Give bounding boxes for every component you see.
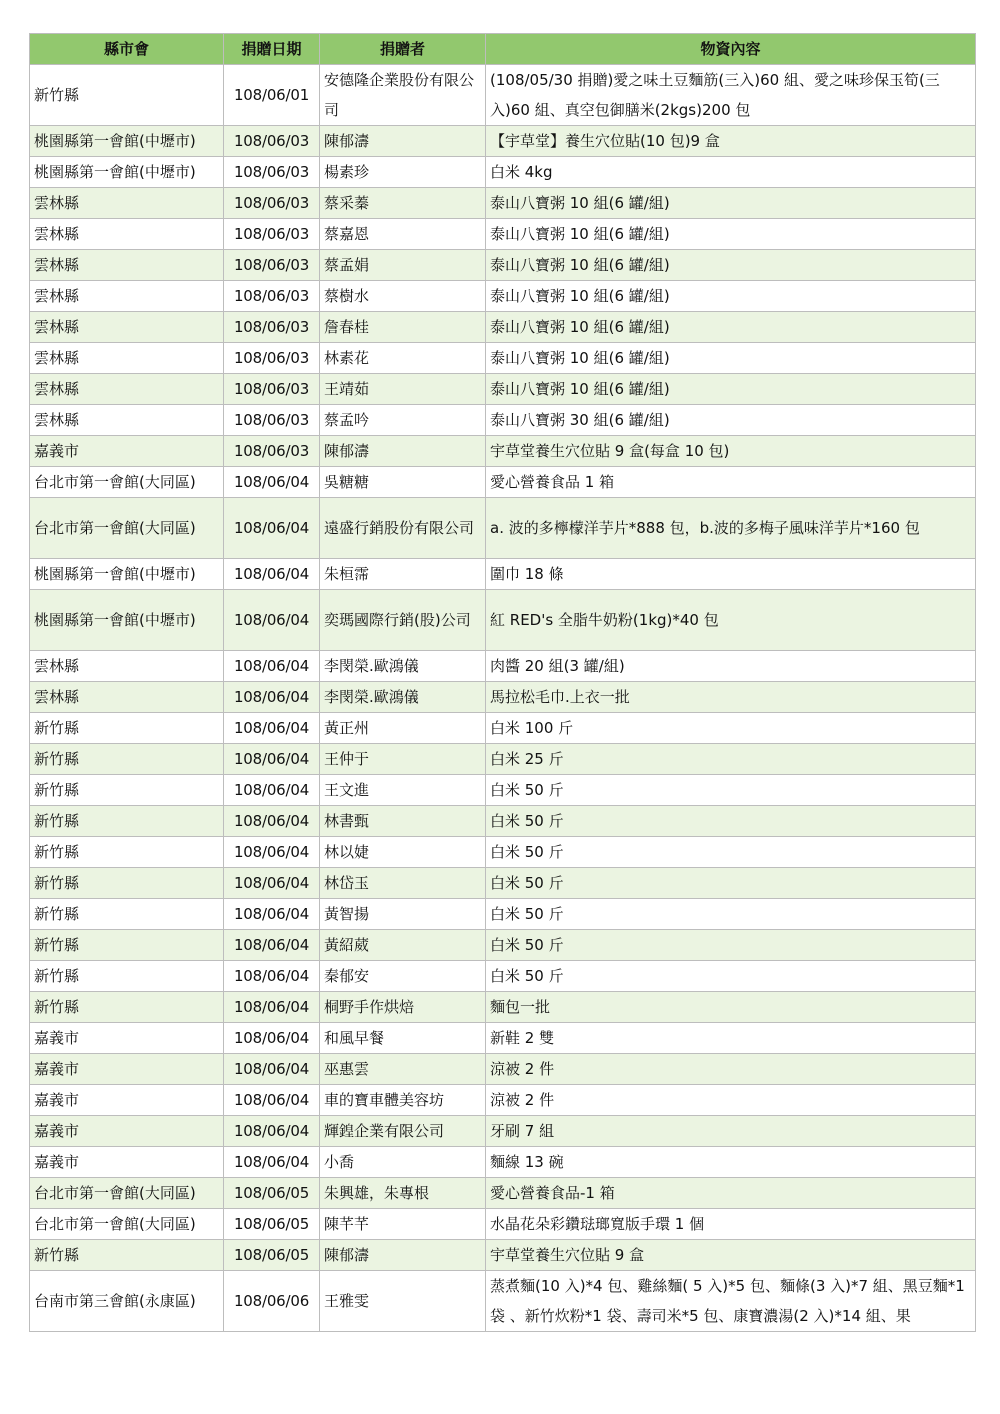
date-cell: 108/06/04 <box>224 1085 320 1116</box>
table-row <box>30 498 976 559</box>
donor-cell: 王靖茹 <box>320 374 486 405</box>
table-row <box>30 188 976 219</box>
table-row <box>30 713 976 744</box>
date-cell: 108/06/06 <box>224 1271 320 1332</box>
date-cell: 108/06/03 <box>224 281 320 312</box>
date-cell: 108/06/04 <box>224 1116 320 1147</box>
donor-cell: 安德隆企業股份有限公司 <box>320 65 486 126</box>
donor-cell: 林素花 <box>320 343 486 374</box>
region-cell: 雲林縣 <box>30 682 224 713</box>
donor-cell: 陳郁濤 <box>320 1240 486 1271</box>
region-cell: 台南市第三會館(永康區) <box>30 1271 224 1332</box>
table-row <box>30 590 976 651</box>
header-date: 捐贈日期 <box>224 34 320 65</box>
items-cell: 白米 50 斤 <box>486 837 976 868</box>
date-cell: 108/06/04 <box>224 744 320 775</box>
items-cell: 白米 4kg <box>486 157 976 188</box>
date-cell: 108/06/01 <box>224 65 320 126</box>
items-cell: 【宇草堂】養生穴位貼(10 包)9 盒 <box>486 126 976 157</box>
date-cell: 108/06/04 <box>224 713 320 744</box>
donor-cell: 陳芊芊 <box>320 1209 486 1240</box>
table-row <box>30 157 976 188</box>
date-cell: 108/06/04 <box>224 930 320 961</box>
date-cell: 108/06/04 <box>224 498 320 559</box>
donor-cell: 巫惠雲 <box>320 1054 486 1085</box>
region-cell: 新竹縣 <box>30 775 224 806</box>
table-row <box>30 343 976 374</box>
items-cell: 泰山八寶粥 10 組(6 罐/組) <box>486 188 976 219</box>
date-cell: 108/06/03 <box>224 250 320 281</box>
table-row <box>30 1054 976 1085</box>
date-cell: 108/06/04 <box>224 837 320 868</box>
region-cell: 嘉義市 <box>30 1116 224 1147</box>
items-cell: 白米 50 斤 <box>486 806 976 837</box>
region-cell: 新竹縣 <box>30 744 224 775</box>
region-cell: 新竹縣 <box>30 961 224 992</box>
donor-cell: 蔡采蓁 <box>320 188 486 219</box>
region-cell: 新竹縣 <box>30 899 224 930</box>
region-cell: 台北市第一會館(大同區) <box>30 1178 224 1209</box>
items-cell: 蒸煮麵(10 入)*4 包、雞絲麵( 5 入)*5 包、麵條(3 入)*7 組、黑豆麵*1 袋 、新竹炊粉*1 袋、壽司米*5 包、康寶濃湯(2 入)*14 組、果 <box>486 1271 976 1332</box>
table-row <box>30 250 976 281</box>
header-items: 物資內容 <box>486 34 976 65</box>
table-row <box>30 806 976 837</box>
date-cell: 108/06/03 <box>224 157 320 188</box>
items-cell: 宇草堂養生穴位貼 9 盒 <box>486 1240 976 1271</box>
region-cell: 雲林縣 <box>30 343 224 374</box>
table-row <box>30 930 976 961</box>
donor-cell: 林岱玉 <box>320 868 486 899</box>
items-cell: 圍巾 18 條 <box>486 559 976 590</box>
items-cell: 白米 50 斤 <box>486 868 976 899</box>
items-cell: 泰山八寶粥 10 組(6 罐/組) <box>486 219 976 250</box>
table-row <box>30 651 976 682</box>
table-row <box>30 281 976 312</box>
items-cell: 泰山八寶粥 10 組(6 罐/組) <box>486 250 976 281</box>
donation-table <box>29 33 976 1332</box>
region-cell: 新竹縣 <box>30 837 224 868</box>
items-cell: 涼被 2 件 <box>486 1085 976 1116</box>
table-row <box>30 405 976 436</box>
date-cell: 108/06/04 <box>224 899 320 930</box>
region-cell: 桃園縣第一會館(中壢市) <box>30 157 224 188</box>
region-cell: 雲林縣 <box>30 405 224 436</box>
date-cell: 108/06/04 <box>224 806 320 837</box>
table-row <box>30 1209 976 1240</box>
date-cell: 108/06/04 <box>224 961 320 992</box>
donor-cell: 吳糖糖 <box>320 467 486 498</box>
date-cell: 108/06/04 <box>224 1147 320 1178</box>
date-cell: 108/06/03 <box>224 188 320 219</box>
region-cell: 雲林縣 <box>30 651 224 682</box>
region-cell: 桃園縣第一會館(中壢市) <box>30 126 224 157</box>
region-cell: 雲林縣 <box>30 250 224 281</box>
table-row <box>30 1085 976 1116</box>
table-body <box>30 65 976 1332</box>
date-cell: 108/06/03 <box>224 126 320 157</box>
table-row <box>30 374 976 405</box>
donor-cell: 王仲于 <box>320 744 486 775</box>
header-donor: 捐贈者 <box>320 34 486 65</box>
table-header-row <box>30 34 976 65</box>
items-cell: a. 波的多檸檬洋芋片*888 包，b.波的多梅子風味洋芋片*160 包 <box>486 498 976 559</box>
region-cell: 嘉義市 <box>30 1023 224 1054</box>
region-cell: 台北市第一會館(大同區) <box>30 1209 224 1240</box>
donor-cell: 車的寶車體美容坊 <box>320 1085 486 1116</box>
donation-table-container <box>29 33 975 1332</box>
region-cell: 新竹縣 <box>30 806 224 837</box>
items-cell: 泰山八寶粥 10 組(6 罐/組) <box>486 312 976 343</box>
donor-cell: 蔡嘉恩 <box>320 219 486 250</box>
donor-cell: 王文進 <box>320 775 486 806</box>
region-cell: 新竹縣 <box>30 930 224 961</box>
table-row <box>30 126 976 157</box>
donor-cell: 林以婕 <box>320 837 486 868</box>
donor-cell: 和風早餐 <box>320 1023 486 1054</box>
items-cell: 泰山八寶粥 30 組(6 罐/組) <box>486 405 976 436</box>
items-cell: 愛心營養食品-1 箱 <box>486 1178 976 1209</box>
items-cell: 白米 50 斤 <box>486 961 976 992</box>
date-cell: 108/06/05 <box>224 1209 320 1240</box>
date-cell: 108/06/05 <box>224 1240 320 1271</box>
region-cell: 新竹縣 <box>30 868 224 899</box>
table-row <box>30 436 976 467</box>
table-row <box>30 312 976 343</box>
table-row <box>30 961 976 992</box>
date-cell: 108/06/03 <box>224 312 320 343</box>
donor-cell: 奕瑪國際行銷(股)公司 <box>320 590 486 651</box>
items-cell: 愛心營養食品 1 箱 <box>486 467 976 498</box>
items-cell: 泰山八寶粥 10 組(6 罐/組) <box>486 281 976 312</box>
date-cell: 108/06/03 <box>224 436 320 467</box>
donor-cell: 朱興雄，朱專根 <box>320 1178 486 1209</box>
date-cell: 108/06/03 <box>224 219 320 250</box>
table-row <box>30 837 976 868</box>
items-cell: 新鞋 2 雙 <box>486 1023 976 1054</box>
donor-cell: 蔡孟吟 <box>320 405 486 436</box>
items-cell: 牙刷 7 組 <box>486 1116 976 1147</box>
date-cell: 108/06/04 <box>224 590 320 651</box>
items-cell: (108/05/30 捐贈)愛之味土豆麵筋(三入)60 組、愛之味珍保玉筍(三入)60 組、真空包御膳米(2kgs)200 包 <box>486 65 976 126</box>
date-cell: 108/06/04 <box>224 1054 320 1085</box>
donor-cell: 秦郁安 <box>320 961 486 992</box>
table-row <box>30 65 976 126</box>
items-cell: 紅 RED's 全脂牛奶粉(1kg)*40 包 <box>486 590 976 651</box>
items-cell: 白米 50 斤 <box>486 930 976 961</box>
items-cell: 麵線 13 碗 <box>486 1147 976 1178</box>
donor-cell: 小喬 <box>320 1147 486 1178</box>
table-row <box>30 775 976 806</box>
table-row <box>30 1023 976 1054</box>
region-cell: 新竹縣 <box>30 65 224 126</box>
date-cell: 108/06/04 <box>224 992 320 1023</box>
items-cell: 白米 100 斤 <box>486 713 976 744</box>
date-cell: 108/06/03 <box>224 343 320 374</box>
table-row <box>30 682 976 713</box>
region-cell: 嘉義市 <box>30 1085 224 1116</box>
table-row <box>30 744 976 775</box>
date-cell: 108/06/03 <box>224 374 320 405</box>
region-cell: 雲林縣 <box>30 281 224 312</box>
date-cell: 108/06/04 <box>224 1023 320 1054</box>
items-cell: 白米 25 斤 <box>486 744 976 775</box>
region-cell: 嘉義市 <box>30 1054 224 1085</box>
table-row <box>30 219 976 250</box>
items-cell: 馬拉松毛巾.上衣一批 <box>486 682 976 713</box>
date-cell: 108/06/05 <box>224 1178 320 1209</box>
items-cell: 宇草堂養生穴位貼 9 盒(每盒 10 包) <box>486 436 976 467</box>
items-cell: 泰山八寶粥 10 組(6 罐/組) <box>486 374 976 405</box>
donor-cell: 黃紹葳 <box>320 930 486 961</box>
table-row <box>30 899 976 930</box>
region-cell: 桃園縣第一會館(中壢市) <box>30 559 224 590</box>
table-row <box>30 1271 976 1332</box>
donor-cell: 陳郁濤 <box>320 436 486 467</box>
donor-cell: 楊素珍 <box>320 157 486 188</box>
table-row <box>30 992 976 1023</box>
region-cell: 新竹縣 <box>30 1240 224 1271</box>
donor-cell: 蔡樹水 <box>320 281 486 312</box>
region-cell: 雲林縣 <box>30 312 224 343</box>
donor-cell: 朱桓霈 <box>320 559 486 590</box>
region-cell: 新竹縣 <box>30 992 224 1023</box>
donor-cell: 遠盛行銷股份有限公司 <box>320 498 486 559</box>
table-row <box>30 559 976 590</box>
donor-cell: 黃智揚 <box>320 899 486 930</box>
header-region: 縣市會 <box>30 34 224 65</box>
items-cell: 肉醬 20 組(3 罐/組) <box>486 651 976 682</box>
items-cell: 泰山八寶粥 10 組(6 罐/組) <box>486 343 976 374</box>
donor-cell: 陳郁濤 <box>320 126 486 157</box>
region-cell: 新竹縣 <box>30 713 224 744</box>
region-cell: 嘉義市 <box>30 1147 224 1178</box>
table-row <box>30 1178 976 1209</box>
items-cell: 白米 50 斤 <box>486 899 976 930</box>
region-cell: 台北市第一會館(大同區) <box>30 498 224 559</box>
items-cell: 涼被 2 件 <box>486 1054 976 1085</box>
table-row <box>30 868 976 899</box>
region-cell: 台北市第一會館(大同區) <box>30 467 224 498</box>
donor-cell: 詹春桂 <box>320 312 486 343</box>
date-cell: 108/06/04 <box>224 651 320 682</box>
date-cell: 108/06/04 <box>224 467 320 498</box>
donor-cell: 黃正州 <box>320 713 486 744</box>
table-row <box>30 1116 976 1147</box>
region-cell: 雲林縣 <box>30 219 224 250</box>
items-cell: 麵包一批 <box>486 992 976 1023</box>
table-row <box>30 1240 976 1271</box>
region-cell: 雲林縣 <box>30 188 224 219</box>
donor-cell: 李閔榮.歐鴻儀 <box>320 651 486 682</box>
table-row <box>30 1147 976 1178</box>
region-cell: 桃園縣第一會館(中壢市) <box>30 590 224 651</box>
region-cell: 嘉義市 <box>30 436 224 467</box>
date-cell: 108/06/03 <box>224 405 320 436</box>
donor-cell: 王雅雯 <box>320 1271 486 1332</box>
table-row <box>30 467 976 498</box>
donor-cell: 輝鍠企業有限公司 <box>320 1116 486 1147</box>
date-cell: 108/06/04 <box>224 559 320 590</box>
date-cell: 108/06/04 <box>224 775 320 806</box>
date-cell: 108/06/04 <box>224 868 320 899</box>
donor-cell: 林書甄 <box>320 806 486 837</box>
donor-cell: 蔡孟娟 <box>320 250 486 281</box>
donor-cell: 李閔榮.歐鴻儀 <box>320 682 486 713</box>
region-cell: 雲林縣 <box>30 374 224 405</box>
donor-cell: 桐野手作烘焙 <box>320 992 486 1023</box>
items-cell: 水晶花朵彩鑽琺瑯寬版手環 1 個 <box>486 1209 976 1240</box>
date-cell: 108/06/04 <box>224 682 320 713</box>
items-cell: 白米 50 斤 <box>486 775 976 806</box>
